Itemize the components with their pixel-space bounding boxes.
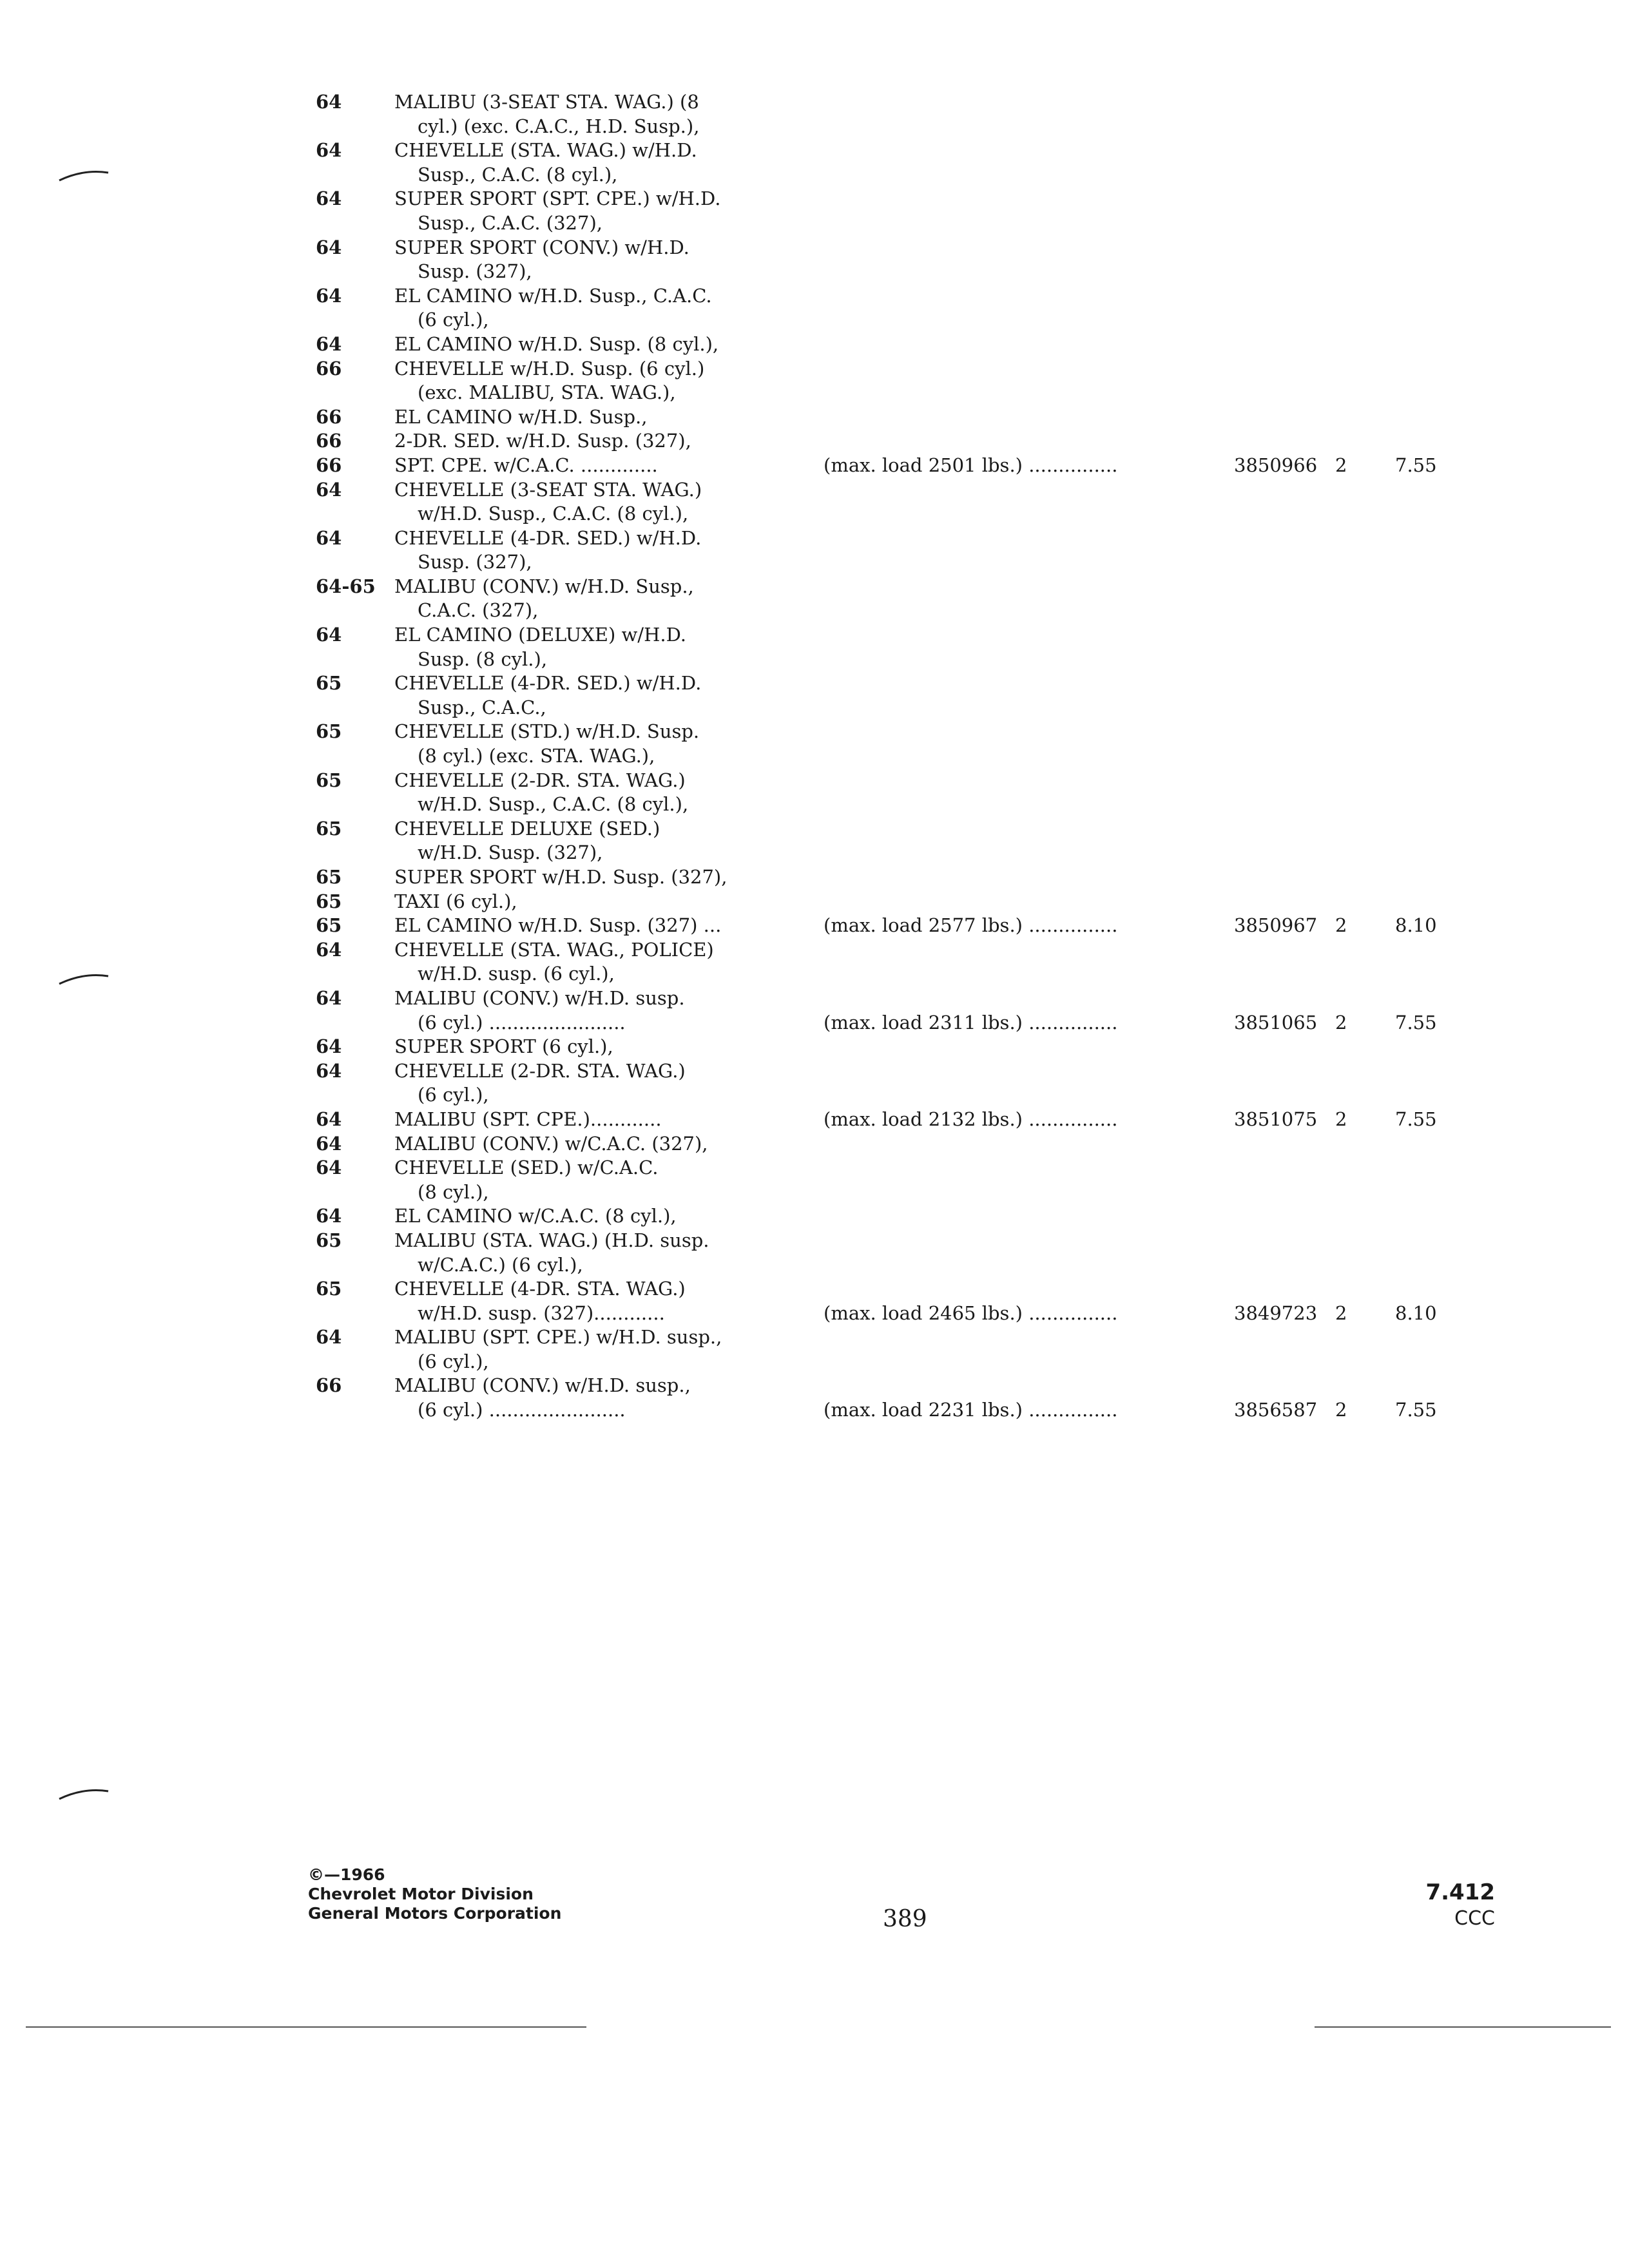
model-description: MALIBU (CONV.) w/H.D. Susp.,	[394, 575, 694, 597]
bottom-rule-right	[1315, 2026, 1611, 2028]
model-year: 65	[316, 1229, 342, 1251]
catalog-entry	[0, 236, 1629, 284]
entry-line	[0, 115, 1629, 139]
catalog-entry	[0, 1229, 1629, 1277]
model-description: MALIBU (SPT. CPE.)............	[394, 1108, 662, 1130]
model-description: CHEVELLE (4-DR. STA. WAG.)	[394, 1278, 686, 1300]
model-description: (8 cyl.),	[418, 1180, 489, 1203]
part-number: 3850967	[1234, 914, 1318, 937]
part-number: 3850966	[1234, 454, 1318, 476]
entry-line	[0, 332, 1629, 357]
parts-listing	[0, 90, 1629, 1423]
model-description: CHEVELLE (3-SEAT STA. WAG.)	[394, 478, 702, 501]
entry-line	[0, 308, 1629, 332]
catalog-entry	[0, 623, 1629, 671]
model-year: 64	[316, 187, 342, 210]
catalog-entry	[0, 429, 1629, 454]
model-description: EL CAMINO w/C.A.C. (8 cyl.),	[394, 1205, 677, 1227]
model-description: CHEVELLE (STD.) w/H.D. Susp.	[394, 720, 700, 743]
catalog-entry	[0, 1035, 1629, 1059]
quantity: 2	[1335, 1399, 1347, 1421]
model-description: (6 cyl.),	[418, 1084, 489, 1106]
entry-line	[0, 986, 1629, 1011]
model-description: MALIBU (STA. WAG.) (H.D. susp.	[394, 1229, 709, 1251]
model-description: (6 cyl.),	[418, 309, 489, 331]
entry-line	[0, 211, 1629, 236]
model-description: w/H.D. susp. (6 cyl.),	[418, 963, 615, 985]
model-description: C.A.C. (327),	[418, 599, 539, 622]
model-year: 64	[316, 1157, 342, 1179]
entry-line	[0, 696, 1629, 720]
model-description: w/H.D. Susp. (327),	[418, 841, 603, 864]
entry-line	[0, 817, 1629, 841]
entry-line	[0, 1132, 1629, 1157]
part-number: 3851075	[1234, 1108, 1318, 1130]
entry-line	[0, 720, 1629, 744]
model-year: 65	[316, 769, 342, 791]
model-year: 64	[316, 624, 342, 646]
entry-line	[0, 962, 1629, 986]
model-description: EL CAMINO w/H.D. Susp.,	[394, 405, 648, 428]
catalog-entry	[0, 1374, 1629, 1422]
model-description: MALIBU (CONV.) w/H.D. susp.	[394, 986, 685, 1009]
model-description: EL CAMINO w/H.D. Susp. (327) ...	[394, 914, 722, 937]
model-year: 64	[316, 1326, 342, 1349]
catalog-entry	[0, 938, 1629, 986]
entry-line	[0, 671, 1629, 696]
entry-line	[0, 648, 1629, 672]
price: 7.55	[1395, 1011, 1437, 1033]
model-year: 66	[316, 1374, 342, 1397]
price: 7.55	[1395, 454, 1437, 476]
price: 8.10	[1395, 914, 1437, 937]
model-description: w/H.D. Susp., C.A.C. (8 cyl.),	[418, 793, 689, 816]
model-description: SUPER SPORT (6 cyl.),	[394, 1035, 613, 1058]
model-year: 65	[316, 817, 342, 840]
model-year: 65	[316, 866, 342, 888]
model-description: SPT. CPE. w/C.A.C. .............	[394, 454, 658, 476]
model-description: cyl.) (exc. C.A.C., H.D. Susp.),	[418, 115, 700, 137]
corporation-line: General Motors Corporation	[308, 1904, 562, 1923]
model-description: EL CAMINO w/H.D. Susp., C.A.C.	[394, 284, 712, 307]
price: 8.10	[1395, 1302, 1437, 1324]
entry-line	[0, 623, 1629, 648]
price: 7.55	[1395, 1108, 1437, 1130]
model-description: w/H.D. Susp., C.A.C. (8 cyl.),	[418, 503, 689, 525]
model-year: 64	[316, 478, 342, 501]
model-description: MALIBU (SPT. CPE.) w/H.D. susp.,	[394, 1326, 722, 1349]
model-year: 65	[316, 720, 342, 743]
model-description: EL CAMINO w/H.D. Susp. (8 cyl.),	[394, 332, 719, 355]
entry-line	[0, 914, 1629, 938]
quantity: 2	[1335, 454, 1347, 476]
model-year: 65	[316, 1278, 342, 1300]
entry-line	[0, 526, 1629, 551]
entry-line	[0, 890, 1629, 914]
model-year: 64	[316, 1205, 342, 1227]
catalog-entry	[0, 720, 1629, 768]
model-year: 65	[316, 890, 342, 912]
model-year: 64	[316, 526, 342, 549]
model-description: CHEVELLE (STA. WAG., POLICE)	[394, 938, 714, 961]
model-year: 66	[316, 357, 342, 380]
entry-line	[0, 284, 1629, 309]
model-description: CHEVELLE (4-DR. SED.) w/H.D.	[394, 526, 702, 549]
part-number: 3856587	[1234, 1399, 1318, 1421]
catalog-entry	[0, 575, 1629, 623]
price: 7.55	[1395, 1399, 1437, 1421]
model-description: w/H.D. susp. (327)............	[418, 1302, 665, 1324]
division-line: Chevrolet Motor Division	[308, 1885, 534, 1903]
model-year: 64	[316, 1108, 342, 1130]
catalog-entry	[0, 90, 1629, 139]
entry-line	[0, 938, 1629, 963]
entry-line	[0, 429, 1629, 454]
entry-line	[0, 599, 1629, 623]
catalog-entry	[0, 1059, 1629, 1108]
entry-line	[0, 90, 1629, 115]
model-year: 64	[316, 986, 342, 1009]
model-description: Susp. (327),	[418, 551, 532, 573]
model-description: 2-DR. SED. w/H.D. Susp. (327),	[394, 430, 691, 452]
entry-line	[0, 1302, 1629, 1326]
model-description: CHEVELLE DELUXE (SED.)	[394, 817, 660, 840]
entry-line	[0, 793, 1629, 817]
entry-line	[0, 1108, 1629, 1132]
model-description: MALIBU (3-SEAT STA. WAG.) (8	[394, 91, 699, 113]
quantity: 2	[1335, 1108, 1347, 1130]
model-description: SUPER SPORT (CONV.) w/H.D.	[394, 236, 689, 258]
model-year: 64	[316, 332, 342, 355]
entry-line	[0, 575, 1629, 599]
model-year: 64	[316, 91, 342, 113]
catalog-entry	[0, 1204, 1629, 1229]
copyright-line: ©—1966	[308, 1865, 385, 1884]
catalog-entry	[0, 1325, 1629, 1374]
model-description: TAXI (6 cyl.),	[394, 890, 517, 912]
model-description: CHEVELLE (4-DR. SED.) w/H.D.	[394, 672, 702, 695]
model-year: 64	[316, 1059, 342, 1082]
entry-line	[0, 357, 1629, 381]
entry-line	[0, 405, 1629, 430]
model-year: 64	[316, 284, 342, 307]
entry-line	[0, 163, 1629, 187]
model-description: CHEVELLE (2-DR. STA. WAG.)	[394, 769, 686, 791]
bottom-rule-left	[26, 2026, 586, 2028]
catalog-entry	[0, 454, 1629, 478]
entry-line	[0, 1277, 1629, 1302]
catalog-entry	[0, 1277, 1629, 1325]
load-spec: (max. load 2465 lbs.) ...............	[824, 1302, 1118, 1324]
model-description: (6 cyl.) .......................	[418, 1399, 626, 1421]
page-number: 389	[883, 1906, 927, 1932]
entry-line	[0, 841, 1629, 865]
model-description: (exc. MALIBU, STA. WAG.),	[418, 381, 676, 404]
entry-line	[0, 187, 1629, 211]
model-description: Susp. (327),	[418, 260, 532, 283]
load-spec: (max. load 2311 lbs.) ...............	[824, 1011, 1118, 1033]
model-year: 64	[316, 139, 342, 162]
model-description: MALIBU (CONV.) w/H.D. susp.,	[394, 1374, 691, 1397]
model-year: 66	[316, 454, 342, 476]
entry-line	[0, 769, 1629, 793]
load-spec: (max. load 2501 lbs.) ...............	[824, 454, 1118, 476]
model-description: (6 cyl.),	[418, 1350, 489, 1372]
model-description: Susp. (8 cyl.),	[418, 648, 548, 670]
model-year: 66	[316, 430, 342, 452]
catalog-entry	[0, 817, 1629, 865]
model-description: CHEVELLE (2-DR. STA. WAG.)	[394, 1059, 686, 1082]
model-year: 65	[316, 914, 342, 937]
catalog-entry	[0, 914, 1629, 938]
entry-line	[0, 1180, 1629, 1205]
model-description: Susp., C.A.C. (327),	[418, 211, 602, 234]
model-description: CHEVELLE (STA. WAG.) w/H.D.	[394, 139, 697, 162]
entry-line	[0, 236, 1629, 260]
catalog-entry	[0, 769, 1629, 817]
model-description: MALIBU (CONV.) w/C.A.C. (327),	[394, 1132, 708, 1155]
load-spec: (max. load 2132 lbs.) ...............	[824, 1108, 1118, 1130]
model-year: 64	[316, 236, 342, 258]
entry-line	[0, 1059, 1629, 1084]
entry-line	[0, 1374, 1629, 1398]
entry-line	[0, 260, 1629, 284]
part-number: 3851065	[1234, 1011, 1318, 1033]
model-description: CHEVELLE (SED.) w/C.A.C.	[394, 1157, 659, 1179]
part-number: 3849723	[1234, 1302, 1318, 1324]
entry-line	[0, 381, 1629, 405]
model-description: SUPER SPORT (SPT. CPE.) w/H.D.	[394, 187, 721, 210]
catalog-entry	[0, 526, 1629, 575]
model-description: Susp., C.A.C. (8 cyl.),	[418, 163, 618, 186]
margin-mark-bottom	[58, 1785, 110, 1804]
catalog-entry	[0, 1108, 1629, 1132]
catalog-entry	[0, 986, 1629, 1035]
entry-line	[0, 550, 1629, 575]
entry-line	[0, 478, 1629, 503]
catalog-entry	[0, 187, 1629, 235]
model-year: 66	[316, 405, 342, 428]
section-number: 7.412	[1425, 1879, 1495, 1905]
model-description: (8 cyl.) (exc. STA. WAG.),	[418, 745, 655, 767]
load-spec: (max. load 2577 lbs.) ...............	[824, 914, 1118, 937]
load-spec: (max. load 2231 lbs.) ...............	[824, 1399, 1118, 1421]
quantity: 2	[1335, 914, 1347, 937]
entry-line	[0, 865, 1629, 890]
entry-line	[0, 1083, 1629, 1108]
model-description: Susp., C.A.C.,	[418, 696, 546, 718]
catalog-entry	[0, 405, 1629, 430]
catalog-entry	[0, 357, 1629, 405]
catalog-entry	[0, 671, 1629, 720]
catalog-entry	[0, 332, 1629, 357]
model-description: SUPER SPORT w/H.D. Susp. (327),	[394, 866, 728, 888]
model-description: (6 cyl.) .......................	[418, 1011, 626, 1033]
catalog-entry	[0, 1132, 1629, 1157]
model-description: EL CAMINO (DELUXE) w/H.D.	[394, 624, 687, 646]
model-year: 64-65	[316, 575, 376, 597]
quantity: 2	[1335, 1302, 1347, 1324]
model-year: 64	[316, 938, 342, 961]
section-code: CCC	[1454, 1907, 1495, 1930]
entry-line	[0, 1156, 1629, 1180]
entry-line	[0, 454, 1629, 478]
quantity: 2	[1335, 1011, 1347, 1033]
catalog-entry	[0, 890, 1629, 914]
entry-line	[0, 1229, 1629, 1253]
catalog-entry	[0, 284, 1629, 332]
entry-line	[0, 744, 1629, 769]
catalog-entry	[0, 478, 1629, 526]
entry-line	[0, 1204, 1629, 1229]
footer-section	[1405, 1878, 1495, 1931]
entry-line	[0, 1325, 1629, 1350]
model-description: w/C.A.C.) (6 cyl.),	[418, 1253, 583, 1276]
entry-line	[0, 1253, 1629, 1278]
entry-line	[0, 1035, 1629, 1059]
model-year: 64	[316, 1132, 342, 1155]
catalog-entry	[0, 1156, 1629, 1204]
catalog-entry	[0, 865, 1629, 890]
entry-line	[0, 1398, 1629, 1423]
footer-publisher	[308, 1865, 561, 1923]
catalog-entry	[0, 139, 1629, 187]
model-year: 65	[316, 672, 342, 695]
entry-line	[0, 139, 1629, 163]
entry-line	[0, 1011, 1629, 1035]
model-description: CHEVELLE w/H.D. Susp. (6 cyl.)	[394, 357, 705, 380]
entry-line	[0, 502, 1629, 526]
model-year: 64	[316, 1035, 342, 1058]
entry-line	[0, 1350, 1629, 1374]
